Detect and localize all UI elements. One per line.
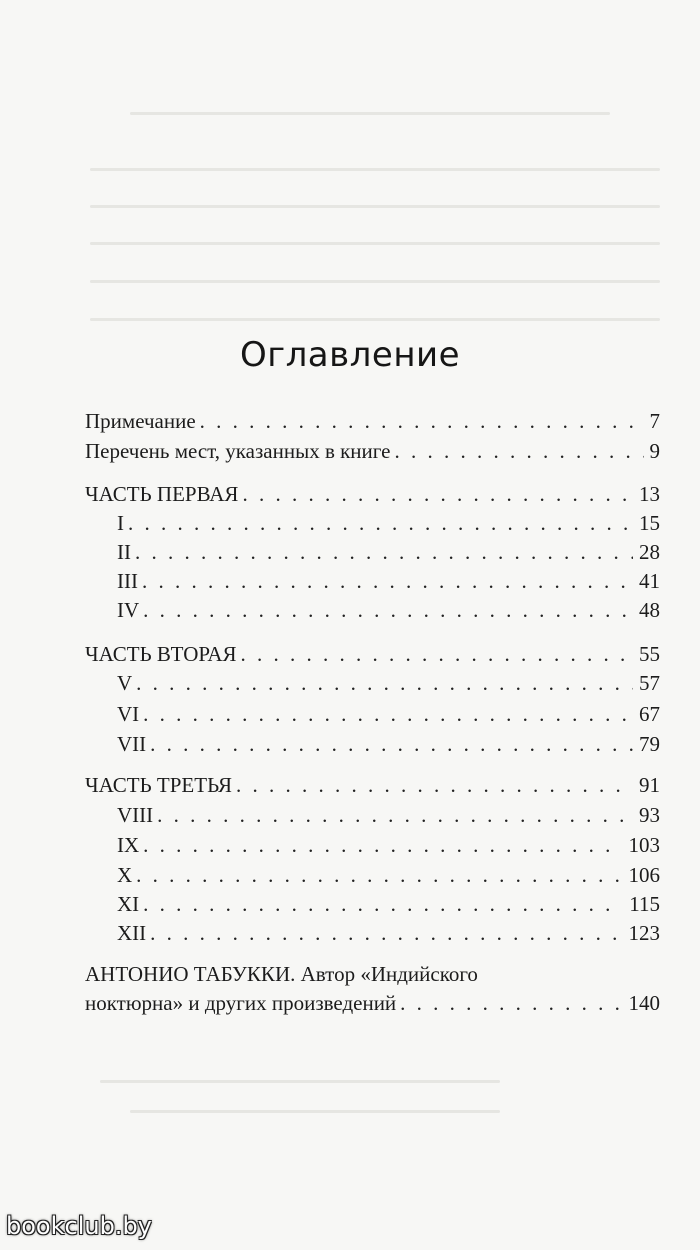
toc-entry-label: I — [117, 511, 124, 535]
bleed-through-line — [90, 242, 660, 245]
dot-leader — [143, 832, 622, 858]
dot-leader — [143, 891, 623, 917]
toc-entry-label: ЧАСТЬ ПЕРВАЯ — [85, 482, 239, 506]
toc-entry-chapter-9[interactable] — [117, 832, 660, 858]
toc-entry-page: 106 — [628, 863, 660, 887]
toc-entry-label: II — [117, 540, 131, 564]
dot-leader — [150, 920, 622, 946]
toc-entry-label: III — [117, 569, 138, 593]
toc-entry-label: ЧАСТЬ ТРЕТЬЯ — [85, 773, 233, 797]
toc-entry-label: Перечень мест, указанных в книге — [85, 439, 391, 463]
dot-leader — [394, 438, 643, 464]
dot-leader — [136, 862, 622, 888]
toc-entry-afterword-line1[interactable]: АНТОНИО ТАБУККИ. Автор «Индийского — [85, 962, 478, 986]
toc-entry-label: ноктюрна» и других произведений — [85, 991, 397, 1015]
toc-entry-part-two[interactable] — [85, 641, 660, 667]
bleed-through-line — [130, 112, 610, 115]
toc-entry-label: ЧАСТЬ ВТОРАЯ — [85, 642, 237, 666]
toc-entry-page: 57 — [639, 671, 660, 695]
toc-entry-page: 9 — [649, 439, 660, 463]
toc-entry-label: IV — [117, 598, 140, 622]
site-watermark: bookclub.by — [6, 1212, 152, 1240]
toc-entry-page: 48 — [639, 598, 660, 622]
toc-entry-page: 15 — [639, 511, 660, 535]
dot-leader — [143, 597, 633, 623]
bleed-through-line — [90, 168, 660, 171]
toc-entry-part-three[interactable] — [85, 772, 660, 798]
dot-leader — [242, 481, 633, 507]
toc-entry-chapter-2[interactable] — [117, 539, 660, 565]
dot-leader — [136, 670, 633, 696]
dot-leader — [143, 701, 633, 727]
toc-entry-note[interactable] — [85, 408, 660, 434]
bleed-through-line — [100, 1080, 500, 1083]
toc-entry-afterword[interactable] — [85, 990, 660, 1016]
dot-leader — [400, 990, 622, 1016]
toc-entry-page: 55 — [639, 642, 660, 666]
toc-entry-label: VI — [117, 702, 140, 726]
toc-entry-page: 123 — [628, 921, 660, 945]
dot-leader — [150, 731, 633, 757]
toc-entry-label: VIII — [117, 803, 154, 827]
toc-entry-part-one[interactable] — [85, 481, 660, 507]
toc-entry-page: 13 — [639, 482, 660, 506]
toc-entry-page: 41 — [639, 569, 660, 593]
toc-entry-places[interactable] — [85, 438, 660, 464]
toc-entry-page: 67 — [639, 702, 660, 726]
dot-leader — [128, 510, 633, 536]
toc-entry-page: 103 — [628, 833, 660, 857]
bleed-through-line — [90, 280, 660, 283]
toc-entry-chapter-6[interactable] — [117, 701, 660, 727]
toc-entry-page: 91 — [639, 773, 660, 797]
toc-title: Оглавление — [239, 335, 461, 375]
dot-leader — [241, 641, 633, 667]
dot-leader — [142, 568, 633, 594]
toc-entry-label: V — [117, 671, 133, 695]
toc-entry-label: Примечание — [85, 409, 196, 433]
dot-leader — [236, 772, 633, 798]
toc-entry-chapter-12[interactable] — [117, 920, 660, 946]
toc-entry-chapter-8[interactable] — [117, 802, 660, 828]
toc-entry-page: 115 — [629, 892, 660, 916]
toc-entry-label: VII — [117, 732, 147, 756]
dot-leader — [200, 408, 644, 434]
dot-leader — [157, 802, 633, 828]
toc-entry-page: 140 — [628, 991, 660, 1015]
toc-entry-chapter-11[interactable] — [117, 891, 660, 917]
toc-entry-chapter-4[interactable] — [117, 597, 660, 623]
toc-entry-label: XI — [117, 892, 140, 916]
bleed-through-line — [90, 318, 660, 321]
toc-entry-page: 7 — [649, 409, 660, 433]
toc-entry-chapter-5[interactable] — [117, 670, 660, 696]
toc-entry-chapter-1[interactable] — [117, 510, 660, 536]
toc-entry-page: 79 — [639, 732, 660, 756]
toc-entry-chapter-10[interactable] — [117, 862, 660, 888]
dot-leader — [135, 539, 633, 565]
toc-entry-page: 28 — [639, 540, 660, 564]
toc-entry-label: XII — [117, 921, 147, 945]
bleed-through-line — [90, 205, 660, 208]
toc-entry-chapter-3[interactable] — [117, 568, 660, 594]
toc-entry-label: IX — [117, 833, 140, 857]
toc-entry-page: 93 — [639, 803, 660, 827]
toc-entry-chapter-7[interactable] — [117, 731, 660, 757]
bleed-through-line — [130, 1110, 500, 1113]
toc-entry-label: X — [117, 863, 133, 887]
